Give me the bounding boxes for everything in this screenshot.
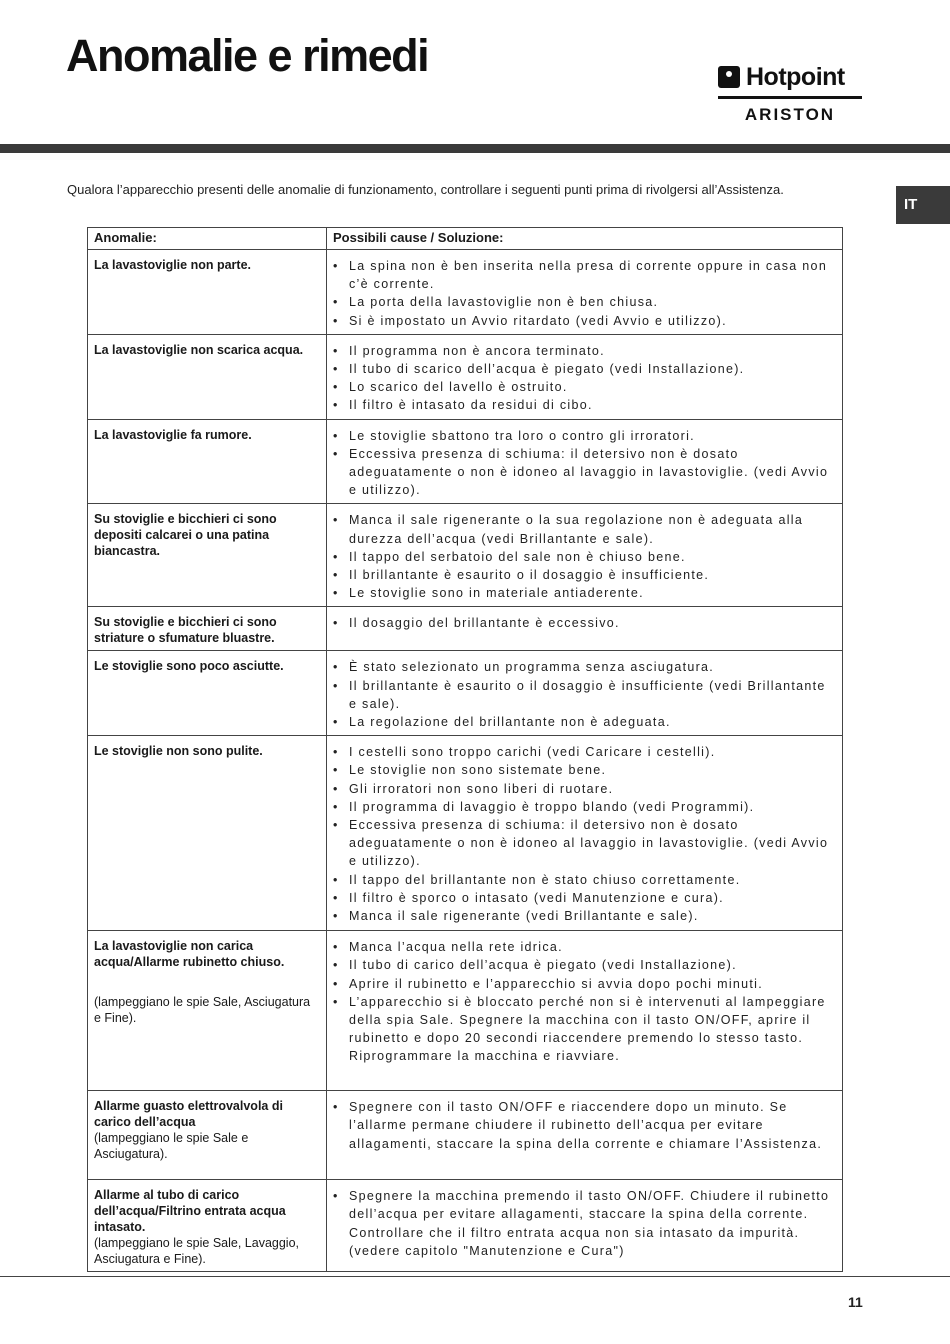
solution-list <box>331 658 838 731</box>
header-bar <box>0 144 950 153</box>
table-row <box>88 1180 843 1272</box>
anomaly-cell <box>88 334 327 419</box>
solution-cell <box>327 1091 843 1180</box>
solution-cell <box>327 651 843 736</box>
solution-item: • Spegnere con il tasto ON/OFF e riaccendere dopo un minuto. Se l’allarme permane chiudere il rubinetto dell’acqua per evitare allagamenti, staccare la spina della corrente e chiamare l’Assistenza. <box>331 1098 838 1153</box>
table-row <box>88 419 843 504</box>
solution-item: • È stato selezionato un programma senza asciugatura. <box>331 658 838 676</box>
solution-list <box>331 938 838 1065</box>
solution-list <box>331 614 838 632</box>
solution-list <box>331 1098 838 1153</box>
table-row <box>88 607 843 651</box>
solution-cell <box>327 504 843 607</box>
solution-item: • Il programma di lavaggio è troppo blando (vedi Programmi). <box>331 798 838 816</box>
anomaly-title: La lavastoviglie non parte. <box>94 258 251 272</box>
solution-item: • La porta della lavastoviglie non è ben chiusa. <box>331 293 838 311</box>
anomaly-title: La lavastoviglie fa rumore. <box>94 427 252 442</box>
footer-rule <box>0 1276 950 1277</box>
solution-item: • Eccessiva presenza di schiuma: il detersivo non è dosato adeguatamente o non è idoneo al lavaggio in lavastoviglie. (vedi Avvio e utilizzo). <box>331 816 838 871</box>
table-row <box>88 736 843 931</box>
hotpoint-logo-icon <box>718 66 740 88</box>
anomaly-cell <box>88 504 327 607</box>
anomaly-cell <box>88 736 327 931</box>
table-row <box>88 334 843 419</box>
solution-item: • Si è impostato un Avvio ritardato (vedi Avvio e utilizzo). <box>331 312 838 330</box>
anomaly-title: Allarme guasto elettrovalvola di carico dell’acqua <box>94 1099 283 1130</box>
anomaly-cell <box>88 1180 327 1272</box>
language-tab: IT <box>896 186 950 224</box>
solution-cell <box>327 334 843 419</box>
table-row <box>88 931 843 1091</box>
solution-item: • Le stoviglie sbattono tra loro o contro gli irroratori. <box>331 427 838 445</box>
anomaly-title: La lavastoviglie non carica acqua/Allarme rubinetto chiuso. <box>94 939 285 970</box>
anomaly-note: (lampeggiano le spie Sale e Asciugatura). <box>94 1131 249 1162</box>
anomaly-cell <box>88 931 327 1091</box>
anomaly-title: Allarme al tubo di carico dell’acqua/Filtrino entrata acqua intasato. <box>94 1188 286 1235</box>
anomaly-cell <box>88 250 327 335</box>
solution-list <box>331 257 838 330</box>
solution-list <box>331 511 838 602</box>
solution-item: • Il brillantante è esaurito o il dosaggio è insufficiente (vedi Brillantante e sale). <box>331 677 838 713</box>
table-row <box>88 1091 843 1180</box>
anomaly-cell <box>88 419 327 504</box>
page-number: 11 <box>848 1294 863 1310</box>
solution-item: • Eccessiva presenza di schiuma: il detersivo non è dosato adeguatamente o non è idoneo al lavaggio in lavastoviglie. (vedi Avvio e utilizzo). <box>331 445 838 500</box>
troubleshooting-table <box>87 227 843 1272</box>
solution-item: • Manca l’acqua nella rete idrica. <box>331 938 838 956</box>
solution-list <box>331 342 838 415</box>
solution-item: • Gli irroratori non sono liberi di ruotare. <box>331 780 838 798</box>
solution-item: • I cestelli sono troppo carichi (vedi Caricare i cestelli). <box>331 743 838 761</box>
anomaly-note: (lampeggiano le spie Sale, Asciugatura e Fine). <box>94 995 311 1026</box>
solution-item: • Il brillantante è esaurito o il dosaggio è insufficiente. <box>331 566 838 584</box>
solution-list <box>331 743 838 925</box>
anomaly-title: Le stoviglie non sono pulite. <box>94 744 263 759</box>
solution-item: • L’apparecchio si è bloccato perché non si è intervenuti al lampeggiare della spia Sale. Spegnere la macchina con il tasto ON/OFF, aprire il rubinetto e dopo 20 secondi riaccendere premendo lo stesso tasto. Riprogrammare la macchina e riavviare. <box>331 993 838 1066</box>
solution-item: • Il dosaggio del brillantante è eccessivo. <box>331 614 838 632</box>
brand-name: Hotpoint <box>746 62 845 91</box>
brand-logo <box>718 60 866 126</box>
solution-item: • Il tubo di scarico dell’acqua è piegato (vedi Installazione). <box>331 360 838 378</box>
solution-cell <box>327 419 843 504</box>
anomaly-title: Su stoviglie e bicchieri ci sono depositi calcarei o una patina biancastra. <box>94 512 277 559</box>
header-cause: Possibili cause / Soluzione: <box>327 228 843 250</box>
table-row <box>88 651 843 736</box>
solution-item: • Manca il sale rigenerante o la sua regolazione non è adeguata alla durezza dell’acqua (vedi Brillantante e sale). <box>331 511 838 547</box>
anomaly-title: Su stoviglie e bicchieri ci sono striature o sfumature bluastre. <box>94 615 277 646</box>
solution-item: • Il tubo di carico dell’acqua è piegato (vedi Installazione). <box>331 956 838 974</box>
solution-item: • Il filtro è sporco o intasato (vedi Manutenzione e cura). <box>331 889 838 907</box>
table-header-row <box>88 228 843 250</box>
logo-divider <box>718 96 862 99</box>
solution-item: • La spina non è ben inserita nella presa di corrente oppure in casa non c’è corrente. <box>331 257 838 293</box>
solution-cell <box>327 931 843 1091</box>
solution-item: • Il filtro è intasato da residui di cibo. <box>331 396 838 414</box>
table-row <box>88 504 843 607</box>
anomaly-cell <box>88 607 327 651</box>
header-anomalie: Anomalie: <box>88 228 327 250</box>
anomaly-title: Le stoviglie sono poco asciutte. <box>94 659 284 674</box>
intro-text: Qualora l’apparecchio presenti delle anomalie di funzionamento, controllare i seguenti punti prima di rivolgersi all’Assistenza. <box>67 182 784 197</box>
brand-sub: ARISTON <box>744 105 836 124</box>
solution-list <box>331 427 838 500</box>
anomaly-cell <box>88 1091 327 1180</box>
solution-item: • Le stoviglie non sono sistemate bene. <box>331 761 838 779</box>
solution-item: • Il tappo del brillantante non è stato chiuso correttamente. <box>331 871 838 889</box>
page-title: Anomalie e rimedi <box>66 30 429 81</box>
anomaly-note: (lampeggiano le spie Sale, Lavaggio, Asciugatura e Fine). <box>94 1236 299 1267</box>
solution-item: • Le stoviglie sono in materiale antiaderente. <box>331 584 838 602</box>
anomaly-title: La lavastoviglie non scarica acqua. <box>94 342 304 357</box>
solution-cell <box>327 736 843 931</box>
solution-cell <box>327 607 843 651</box>
solution-item: • Lo scarico del lavello è ostruito. <box>331 378 838 396</box>
solution-item: • Manca il sale rigenerante (vedi Brillantante e sale). <box>331 907 838 925</box>
anomaly-cell <box>88 651 327 736</box>
table-body <box>88 250 843 1272</box>
solution-item: • Il programma non è ancora terminato. <box>331 342 838 360</box>
solution-cell <box>327 1180 843 1272</box>
solution-item: • Spegnere la macchina premendo il tasto ON/OFF. Chiudere il rubinetto dell’acqua per evitare allagamenti, staccare la spina della corrente. Controllare che il filtro entrata acqua non sia intasato da impurità. (vedere capitolo "Manutenzione e Cura") <box>331 1187 838 1260</box>
solution-item: • Aprire il rubinetto e l’apparecchio si avvia dopo pochi minuti. <box>331 975 838 993</box>
solution-cell <box>327 250 843 335</box>
table-row <box>88 250 843 335</box>
solution-list <box>331 1187 838 1260</box>
solution-item: • La regolazione del brillantante non è adeguata. <box>331 713 838 731</box>
solution-item: • Il tappo del serbatoio del sale non è chiuso bene. <box>331 548 838 566</box>
